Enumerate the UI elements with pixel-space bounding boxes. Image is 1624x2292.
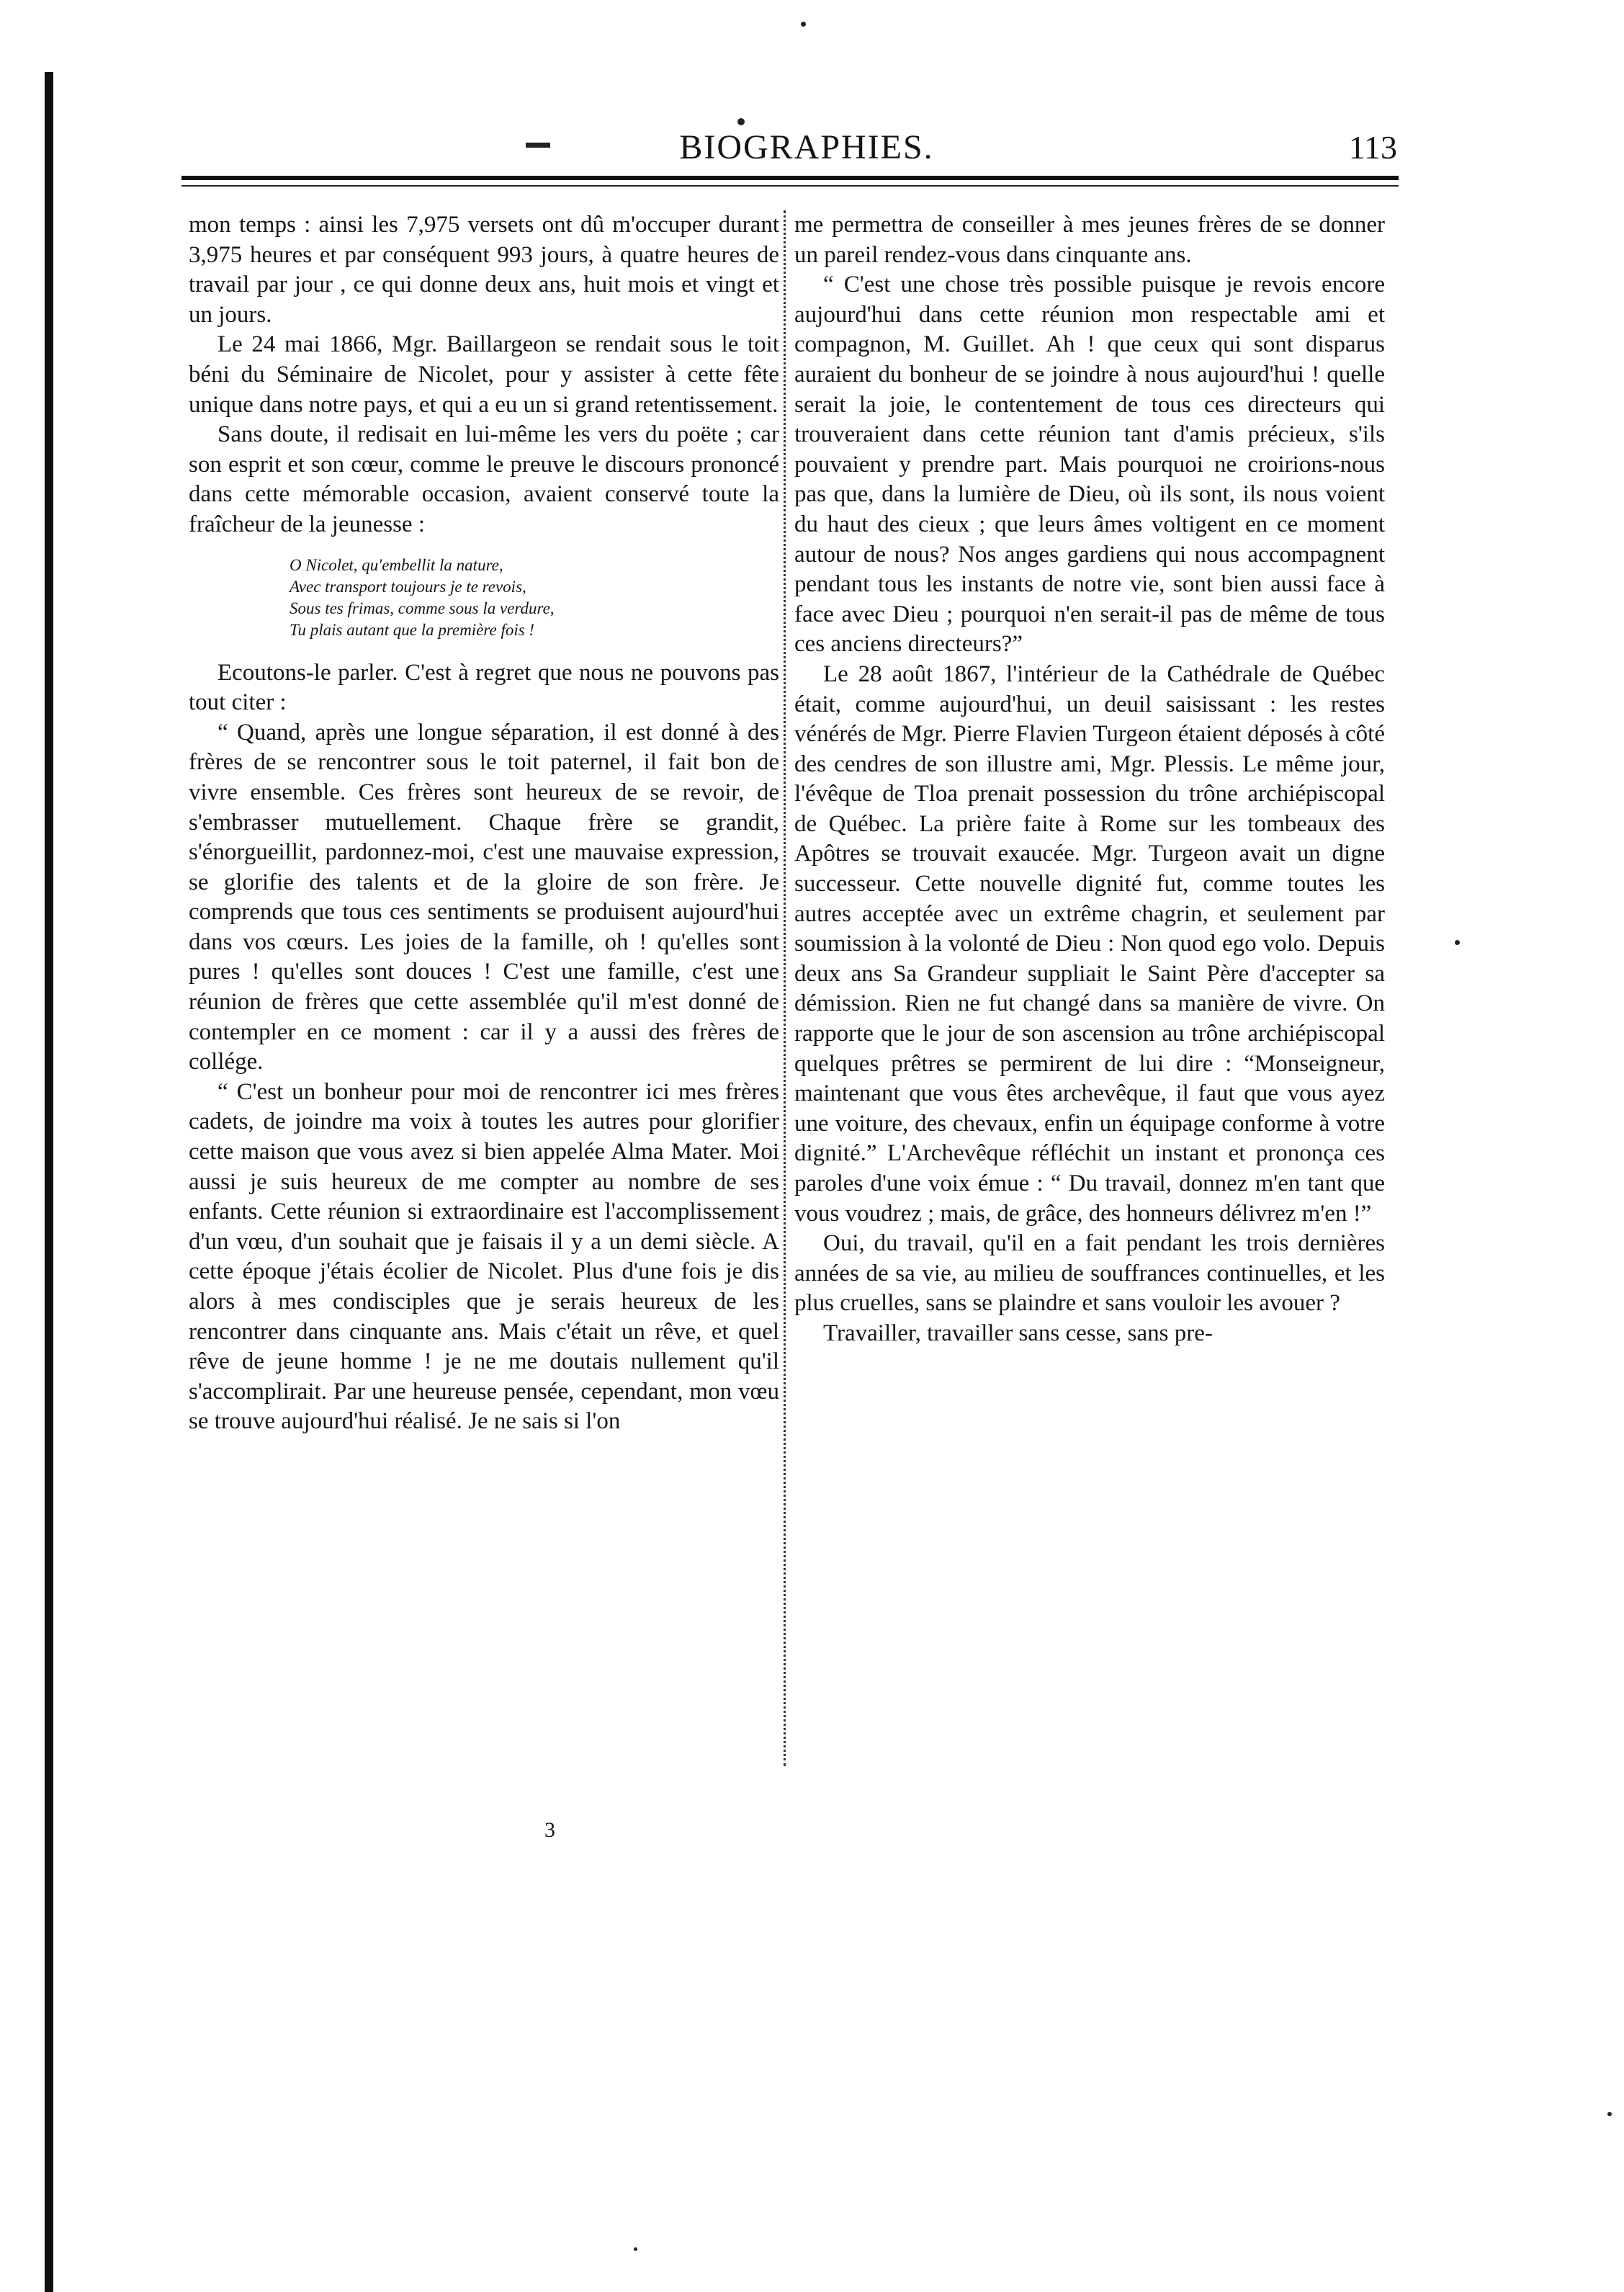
right-paragraph-5: Travailler, travailler sans cesse, sans pre- [823,1320,1213,1346]
running-header [180,122,1397,173]
verse-line: Avec transport toujours je te revois, [290,577,526,596]
left-paragraph-6: “ C'est un bonheur pour moi de rencontrer ici mes frères cadets, de joindre ma voix à toutes les autres pour glorifier cette maison que vous avez si bien appelée Alma Mater. Moi aussi je suis heureux de me compter au nombre de ses enfants. Cette réunion si extraordinaire est l'accomplissement d'un vœu, d'un souhait que je faisais il y a un demi siècle. A cette époque j'étais écolier de Nicolet. Plus d'une fois je dis alors à mes condisciples que je serais heureux de les rencontrer dans cinquante ans. Mais c'était un rêve, et quel rêve de jeune homme ! je ne me doutais nullement qu'il s'accomplirait. Par une heureuse pensée, cependant, mon vœu se trouve aujourd'hui réalisé. Je ne sais si l'on [189,1078,779,1435]
ink-speck [1455,940,1460,945]
left-paragraph-5: “ Quand, après une longue séparation, il est donné à des frères de se rencontrer sous le toit paternel, il fait bon de vivre ensemble. Ces frères sont heureux de se revoir, de s'embrasser mutuellement. Chaque frère se grandit, s'énorgueillit, pardonnez-moi, c'est une mauvaise expression, se glorifie des talents et de la gloire de son frère. Je comprends que tous ces sentiments se produisent aujourd'hui dans vos cœurs. Les joies de la famille, oh ! qu'elles sont pures ! qu'elles sont douces ! C'est une famille, c'est une réunion de frères que cette assemblée qu'il m'est donné de contempler en ce moment : car il y a aussi des frères de collége. [189,719,779,1075]
left-paragraph-2: Le 24 mai 1866, Mgr. Baillargeon se rendait sous le toit béni du Séminaire de Nicolet, pour y assister à cette fête unique dans notre pays, et qui a eu un si grand retentissement. [189,331,779,418]
verse-block [290,555,779,641]
ink-speck [801,22,806,27]
right-paragraph-4: Oui, du travail, qu'il en a fait pendant les trois dernières années de sa vie, au milieu de souffrances continuelles, et les plus cruelles, sans se plaindre et sans vouloir les avouer ? [794,1230,1385,1317]
header-dash [526,143,550,148]
right-paragraph-2: “ C'est une chose très possible puisque je revois encore aujourd'hui dans cette réunion mon respectable ami et compagnon, M. Guillet. Ah ! que ceux qui sont disparus auraient du bonheur de se joindre à nous aujourd'hui ! quelle serait la joie, le contentement de tous ces directeurs qui trouveraient dans cette réunion tant d'amis précieux, s'ils pouvaient y prendre part. Mais pourquoi ne croirions-nous pas que, dans la lumière de Dieu, où ils sont, ils nous voient du haut des cieux ; que leurs âmes voltigent en ce moment autour de nous? Nos anges gardiens qui nous accompagnent pendant tous les instants de notre vie, sont bien aussi face à face avec Dieu ; pourquoi n'en serait-il pas de même de tous ces anciens directeurs?” [794,272,1385,658]
right-paragraph-1: me permettra de conseiller à mes jeunes frères de se donner un pareil rendez-vous dans cinquante ans. [794,212,1385,268]
verse-line: O Nicolet, qu'embellit la nature, [290,555,503,574]
verse-line: Tu plais autant que la première fois ! [290,620,535,639]
verse-line: Sous tes frimas, comme sous la verdure, [290,599,555,617]
left-paragraph-1: mon temps : ainsi les 7,975 versets ont dû m'occuper durant 3,975 heures et par conséquent 993 jours, à quatre heures de travail par jour , ce qui donne deux ans, huit mois et vingt et un jours. [189,212,779,328]
left-column [189,210,779,1437]
binding-shadow-line [45,72,53,2292]
header-rule-thick [181,176,1399,180]
ink-speck [1607,2112,1612,2116]
column-divider [784,210,786,1766]
left-paragraph-4: Ecoutons-le parler. C'est à regret que nous ne pouvons pas tout citer : [189,659,779,716]
header-title: BIOGRAPHIES. [679,128,934,166]
header-rule-thin [181,185,1399,187]
signature-mark: 3 [544,1818,555,1842]
right-column [794,210,1385,1349]
ink-speck [634,2247,637,2251]
right-paragraph-3: Le 28 août 1867, l'intérieur de la Cathédrale de Québec était, comme aujourd'hui, un deuil saisissant : les restes vénérés de Mgr. Pierre Flavien Turgeon étaient déposés à côté des cendres de son illustre ami, Mgr. Plessis. Le même jour, l'évêque de Tloa prenait possession du trône archiépiscopal de Québec. La prière faite à Rome sur les tombeaux des Apôtres se trouvait exaucée. Mgr. Turgeon avait un digne successeur. Cette nouvelle dignité fut, comme toutes les autres acceptée avec un extrême chagrin, et seulement par soumission à la volonté de Dieu : Non quod ego volo. Depuis deux ans Sa Grandeur suppliait le Saint Père d'accepter sa démission. Rien ne fut changé dans sa manière de vivre. On rapporte que le jour de son ascension au trône archiépiscopal quelques prêtres se permirent de lui dire : “Monseigneur, maintenant que vous êtes archevêque, il faut que vous ayez une voiture, des chevaux, enfin un équipage conforme à votre dignité.” L'Archevêque réfléchit un instant et prononça ces paroles d'une voix émue : “ Du travail, donnez m'en tant que vous voudrez ; mais, de grâce, des honneurs délivrez m'en !” [794,661,1385,1227]
page-number: 113 [1348,129,1397,166]
ink-speck [737,118,745,125]
left-paragraph-3: Sans doute, il redisait en lui-même les vers du poëte ; car son esprit et son cœur, comme le preuve le discours prononcé dans cette mémorable occasion, avaient conservé toute la fraîcheur de la jeunesse : [189,421,779,537]
